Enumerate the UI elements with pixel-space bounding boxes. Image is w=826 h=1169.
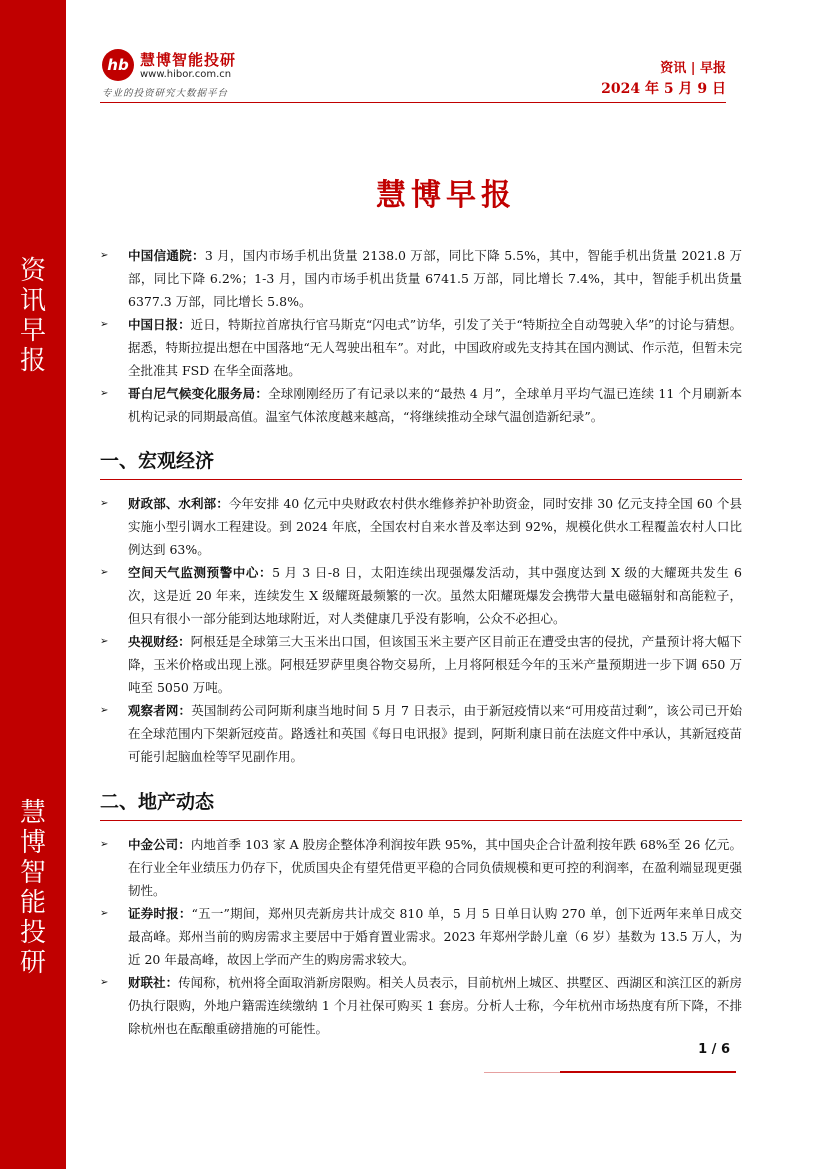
bullet-arrow-icon: ➢ — [100, 705, 109, 716]
news-item — [100, 902, 742, 971]
news-source: 央视财经： — [128, 634, 191, 649]
brand-slogan: 专业的投资研究大数据平台 — [102, 88, 229, 99]
sidebar-char: 投 — [19, 918, 46, 948]
bullet-arrow-icon: ➢ — [100, 319, 109, 330]
news-item — [100, 561, 742, 630]
news-text: 近日，特斯拉首席执行官马斯克“闪电式”访华，引发了关于“特斯拉全自动驾驶入华”的讨论与猜想。据悉，特斯拉提出想在中国落地“无人驾驶出租车”。对此，中国政府或先支持其在国内测试、作示范，但暂未完全批准其 FSD 在华全面落地。 — [128, 317, 742, 378]
sidebar-char: 博 — [19, 828, 46, 858]
sidebar-char: 早 — [19, 316, 46, 346]
news-item — [100, 971, 742, 1040]
header-meta — [601, 60, 726, 100]
brand-url: www.hibor.com.cn — [140, 69, 232, 80]
news-text: 英国制药公司阿斯利康当地时间 5 月 7 日表示，由于新冠疫情以来“可用疫苗过剩”，该公司已开始在全球范围内下架新冠疫苗。路透社和英国《每日电讯报》提到，阿斯利康日前在法庭文件中承认，其新冠疫苗可能引起脑血栓等罕见副作用。 — [128, 703, 742, 764]
news-item — [100, 313, 742, 382]
news-source: 观察者网： — [128, 703, 192, 718]
report-date: 2024 年 5 月 9 日 — [601, 81, 726, 97]
sidebar-char: 智 — [19, 858, 46, 888]
brand-name: 慧博智能投研 — [140, 51, 237, 69]
sidebar-label-report — [0, 256, 66, 376]
news-source: 中国信通院： — [128, 248, 205, 263]
sidebar-char: 慧 — [19, 798, 46, 828]
page-number: 1 / 6 — [698, 1042, 730, 1057]
sidebar-label-brand — [0, 798, 66, 978]
news-source: 财联社： — [128, 975, 179, 990]
sidebar-char: 能 — [19, 888, 46, 918]
sidebar-char: 资 — [19, 256, 46, 286]
news-item — [100, 630, 742, 699]
news-text: 今年安排 40 亿元中央财政农村供水维修养护补助资金，同时安排 30 亿元支持全国 60 个县实施小型引调水工程建设。到 2024 年底，全国农村自来水普及率达到 92%，规模化供水工程覆盖农村人口比例达到 63%。 — [128, 496, 742, 557]
news-source: 证券时报： — [128, 906, 192, 921]
bullet-arrow-icon: ➢ — [100, 977, 109, 988]
section-heading-macro: 一、宏观经济 — [100, 450, 742, 480]
logo-mark-icon: hb — [102, 49, 134, 81]
news-source: 空间天气监测预警中心： — [128, 565, 273, 580]
news-text: 内地首季 103 家 A 股房企整体净利润按年跌 95%，其中国央企合计盈利按年跌 68%至 26 亿元。在行业全年业绩压力仍存下，优质国央企有望凭借更平稳的合同负债规模和更可控的利润率，在盈利端显现更强韧性。 — [128, 837, 742, 898]
brand-logo — [102, 47, 262, 97]
news-item — [100, 492, 742, 561]
news-source: 中国日报： — [128, 317, 191, 332]
news-item — [100, 833, 742, 902]
news-text: 5 月 3 日-8 日，太阳连续出现强爆发活动，其中强度达到 X 级的大耀斑共发生 6 次，这是近 20 年来，连续发生 X 级耀斑最频繁的一次。虽然太阳耀斑爆发会携带大量电磁辐射和高能粒子，但只有很小一部分能到达地球附近，对人类健康几乎没有影响，公众不必担心。 — [128, 565, 742, 626]
sidebar-band — [0, 0, 66, 1169]
news-text: 全球刚刚经历了有记录以来的“最热 4 月”，全球单月平均气温已连续 11 个月刷新本机构记录的同期最高值。温室气体浓度越来越高，“将继续推动全球气温创造新纪录”。 — [128, 386, 742, 424]
bullet-arrow-icon: ➢ — [100, 498, 109, 509]
report-body — [100, 244, 742, 1040]
bullet-arrow-icon: ➢ — [100, 250, 109, 261]
footer-divider-accent — [560, 1071, 736, 1073]
news-text: 阿根廷是全球第三大玉米出口国，但该国玉米主要产区目前正在遭受虫害的侵扰，产量预计将大幅下降，玉米价格或出现上涨。阿根廷罗萨里奥谷物交易所，上月将阿根廷今年的玉米产量预期进一步下调 650 万吨至 5050 万吨。 — [128, 634, 742, 695]
news-item — [100, 382, 742, 428]
news-text: “五一”期间，郑州贝壳新房共计成交 810 单，5 月 5 日单日认购 270 单，创下近两年来单日成交最高峰。郑州当前的购房需求主要居中于婚育置业需求。2023 年郑州学龄儿童（6 岁）基数为 13.5 万人，为近 20 年最高峰，故因上学而产生的购房需求较大。 — [128, 906, 742, 967]
sidebar-char: 讯 — [19, 286, 46, 316]
news-source: 财政部、水利部： — [128, 496, 229, 511]
header-divider — [100, 102, 726, 103]
report-category: 资讯 | 早报 — [660, 61, 726, 76]
bullet-arrow-icon: ➢ — [100, 388, 109, 399]
bullet-arrow-icon: ➢ — [100, 839, 109, 850]
bullet-arrow-icon: ➢ — [100, 567, 109, 578]
bullet-arrow-icon: ➢ — [100, 908, 109, 919]
news-text: 传闻称，杭州将全面取消新房限购。相关人员表示，目前杭州上城区、拱墅区、西湖区和滨江区的新房仍执行限购，外地户籍需连续缴纳 1 个月社保可购买 1 套房。分析人士称，今年杭州市场热度有所下降，不排除杭州也在酝酿重磅措施的可能性。 — [128, 975, 742, 1036]
sidebar-char: 研 — [19, 948, 46, 978]
bullet-arrow-icon: ➢ — [100, 636, 109, 647]
news-text: 3 月，国内市场手机出货量 2138.0 万部，同比下降 5.5%，其中，智能手机出货量 2021.8 万部，同比下降 6.2%；1-3 月，国内市场手机出货量 6741.5 万部，同比增长 7.4%，其中，智能手机出货量 6377.3 万部，同比增长 5.8%。 — [128, 248, 742, 309]
news-source: 哥白尼气候变化服务局： — [128, 386, 269, 401]
news-item — [100, 699, 742, 768]
section-heading-property: 二、地产动态 — [100, 791, 742, 821]
page-title: 慧博早报 — [376, 178, 516, 213]
news-source: 中金公司： — [128, 837, 191, 852]
news-item — [100, 244, 742, 313]
sidebar-char: 报 — [19, 346, 46, 376]
